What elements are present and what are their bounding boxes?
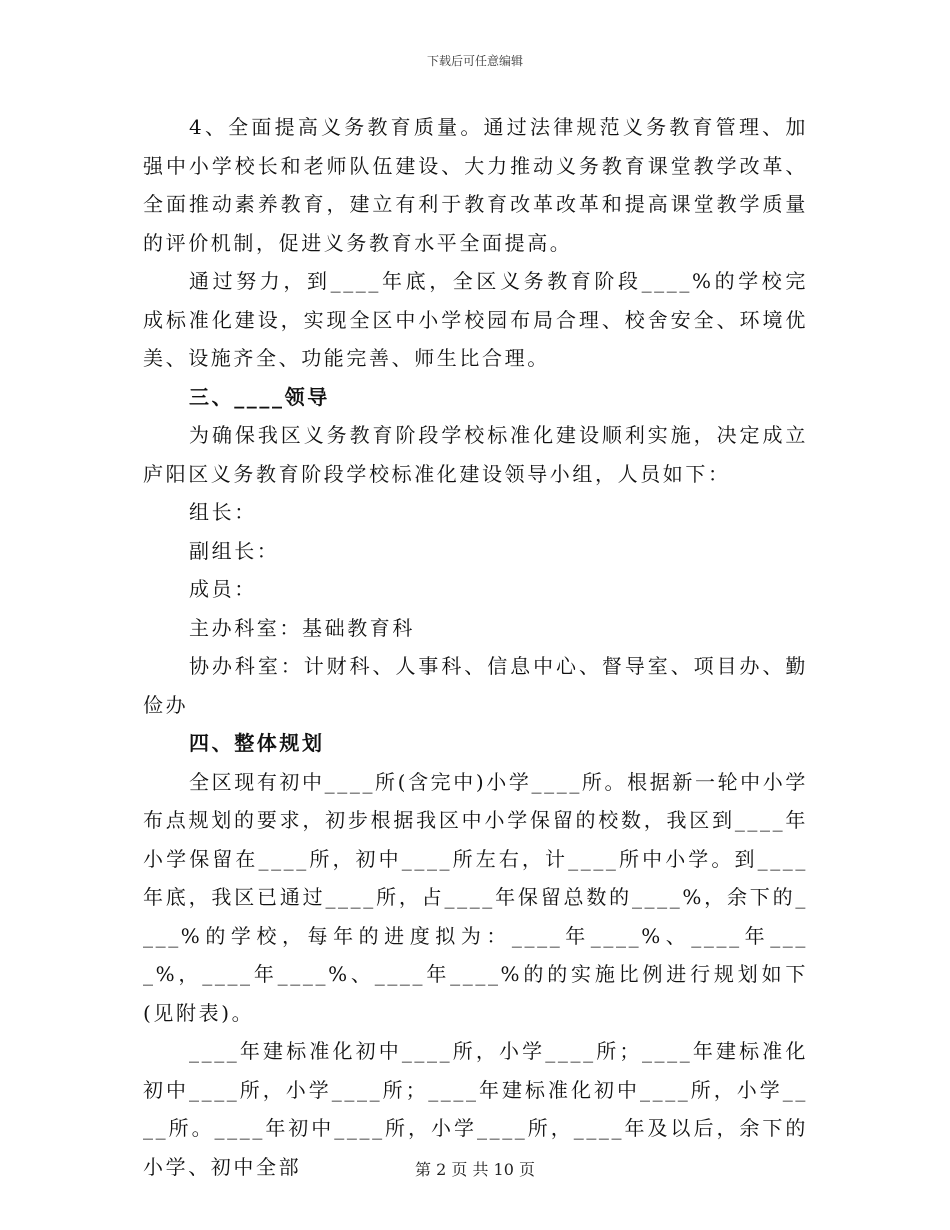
paragraph-quality: 4、全面提高义务教育质量。通过法律规范义务教育管理、加强中小学校长和老师队伍建设、大力推动义务教育课堂教学改革、全面推动素养教育，建立有利于教育改革改革和提高课堂教学质量的评价机制，促进义务教育水平全面提高。	[143, 115, 808, 255]
section-heading-leadership: 三、____领导	[189, 384, 330, 409]
section-heading-planning: 四、整体规划	[189, 731, 325, 755]
paragraph-planning: 全区现有初中____所(含完中)小学____所。根据新一轮中小学布点规划的要求，初步根据我区中小学保留的校数，我区到____年小学保留在____所，初中____所左右，计____所中小学。到____年底，我区已通过____所，占____年保留总数的____%，余下的____%的学校，每年的进度拟为：____年____%、____年____%，____年____%、____年____%的的实施比例进行规划如下(见附表)。	[143, 769, 808, 1025]
paragraph-leadership: 为确保我区义务教育阶段学校标准化建设顺利实施，决定成立庐阳区义务教育阶段学校标准化建设领导小组，人员如下：	[143, 423, 808, 486]
paragraph-goal: 通过努力，到____年底，全区义务教育阶段____%的学校完成标准化建设，实现全区中小学校园布局合理、校舍安全、环境优美、设施齐全、功能完善、师生比合理。	[143, 269, 808, 370]
list-item-leader: 组长：	[189, 500, 257, 524]
list-item-assisting-offices: 协办科室：计财科、人事科、信息中心、督导室、项目办、勤俭办	[143, 654, 808, 717]
list-item-host-office: 主办科室：基础教育科	[189, 615, 415, 640]
paragraph-yearly-plan: ____年建标准化初中____所，小学____所；____年建标准化初中____所，小学____所；____年建标准化初中____所，小学____所。____年初中____所，小学____所，____年及以后，余下的小学、初中全部	[143, 1039, 808, 1179]
page-number: 第 2 页 共 10 页	[415, 1160, 535, 1179]
document-body	[143, 108, 808, 1186]
page-header: 下载后可任意编辑	[426, 54, 523, 68]
list-item-members: 成员：	[189, 577, 257, 601]
list-item-deputy-leader: 副组长：	[189, 538, 280, 563]
